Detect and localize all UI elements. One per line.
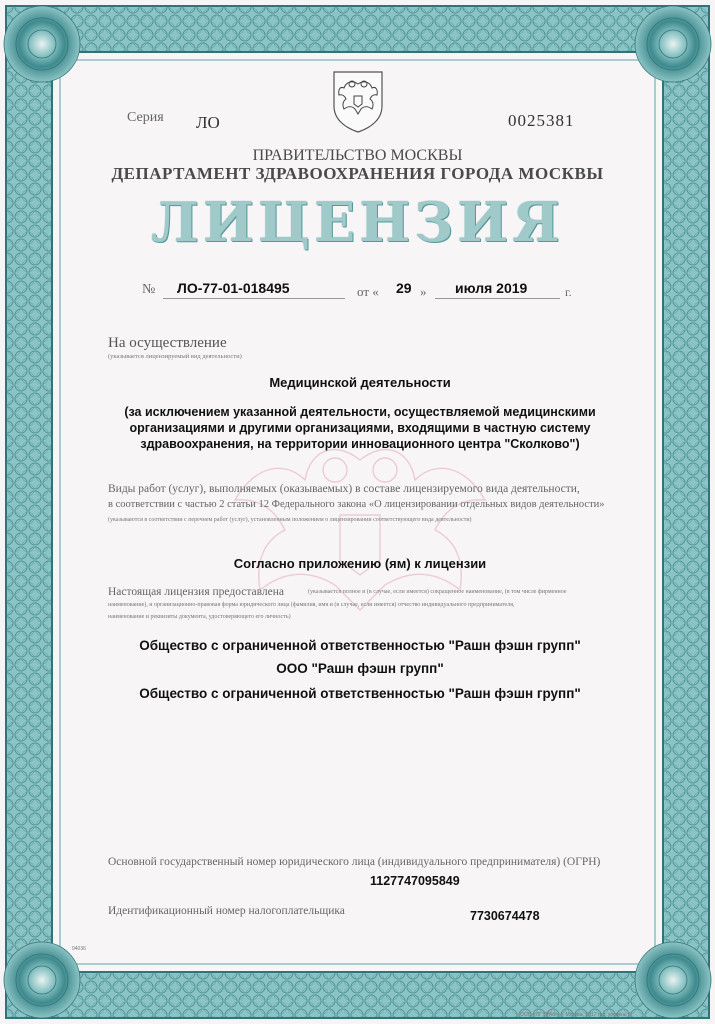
date-day-close: » [420, 284, 427, 299]
number-label: № [142, 282, 156, 297]
holder-note1: (указывается полное и (в случае, если имеется) сокращенное наименование, (в том числе фирменное [308, 589, 567, 595]
holder-label: Настоящая лицензия предоставлена [108, 586, 284, 598]
series-value: ЛО [196, 113, 220, 132]
footer-printer: ООО «ЛГ ГРАФ», г. Москва, 2017 год, уровень Б [520, 1012, 632, 1018]
holder-full-name: Общество с ограниченной ответственностью "Рашн фэшн групп" [139, 638, 581, 653]
year-suffix: г. [565, 285, 572, 299]
document-title: ЛИЦЕНЗИЯ [151, 190, 564, 254]
activity-details: (за исключением указанной деятельности, осуществляемой медицинскими организациями и другими организациями, входящими в частную систему здравоохранения, на территории инновационного центра "Сколково") [124, 405, 596, 451]
footer-left: 94036 [72, 946, 86, 952]
series-label: Серия [127, 110, 164, 125]
date-day: 29 [396, 280, 412, 296]
activity-value: Медицинской деятельности [269, 375, 451, 390]
ogrn-label: Основной государственный номер юридического лица (индивидуального предпринимателя) (ОГРН) [108, 856, 601, 868]
department-name: ДЕПАРТАМЕНТ ЗДРАВООХРАНЕНИЯ ГОРОДА МОСКВЫ [111, 164, 604, 183]
government-name: ПРАВИТЕЛЬСТВО МОСКВЫ [252, 147, 463, 164]
form-number: 0025381 [508, 111, 575, 130]
works-line2: в соответствии с частью 2 статьи 12 Федерального закона «О лицензировании отдельных видов деятельности» [108, 499, 605, 510]
holder-note2: наименование), и организационно-правовая форма юридического лица (фамилия, имя и (в случае, если имеется) отчество индивидуального предпринимателя, [108, 602, 515, 608]
holder-brand-name: Общество с ограниченной ответственностью "Рашн фэшн групп" [139, 686, 581, 701]
holder-short-name: ООО "Рашн фэшн групп" [276, 661, 444, 676]
license-number: ЛО-77-01-018495 [177, 280, 290, 296]
coat-of-arms-icon [330, 68, 386, 134]
inn-label: Идентификационный номер налогоплательщика [108, 905, 345, 917]
inn-value: 7730674478 [470, 909, 540, 923]
works-line1: Виды работ (услуг), выполняемых (оказываемых) в составе лицензируемого вида деятельности, [108, 483, 580, 495]
date-from-label: от « [357, 284, 379, 299]
date-month-year: июля 2019 [455, 280, 528, 296]
works-value: Согласно приложению (ям) к лицензии [233, 556, 487, 571]
activity-note: (указывается лицензируемый вид деятельности) [108, 353, 242, 360]
holder-note3: наименование и реквизиты документа, удостоверяющего его личность) [108, 614, 291, 620]
activity-label: На осуществление [108, 335, 227, 351]
works-note: (указываются в соответствии с перечнем работ (услуг), установленным положением о лицензировании соответствующего вида деятельности) [108, 517, 472, 523]
ogrn-value: 1127747095849 [370, 874, 460, 888]
